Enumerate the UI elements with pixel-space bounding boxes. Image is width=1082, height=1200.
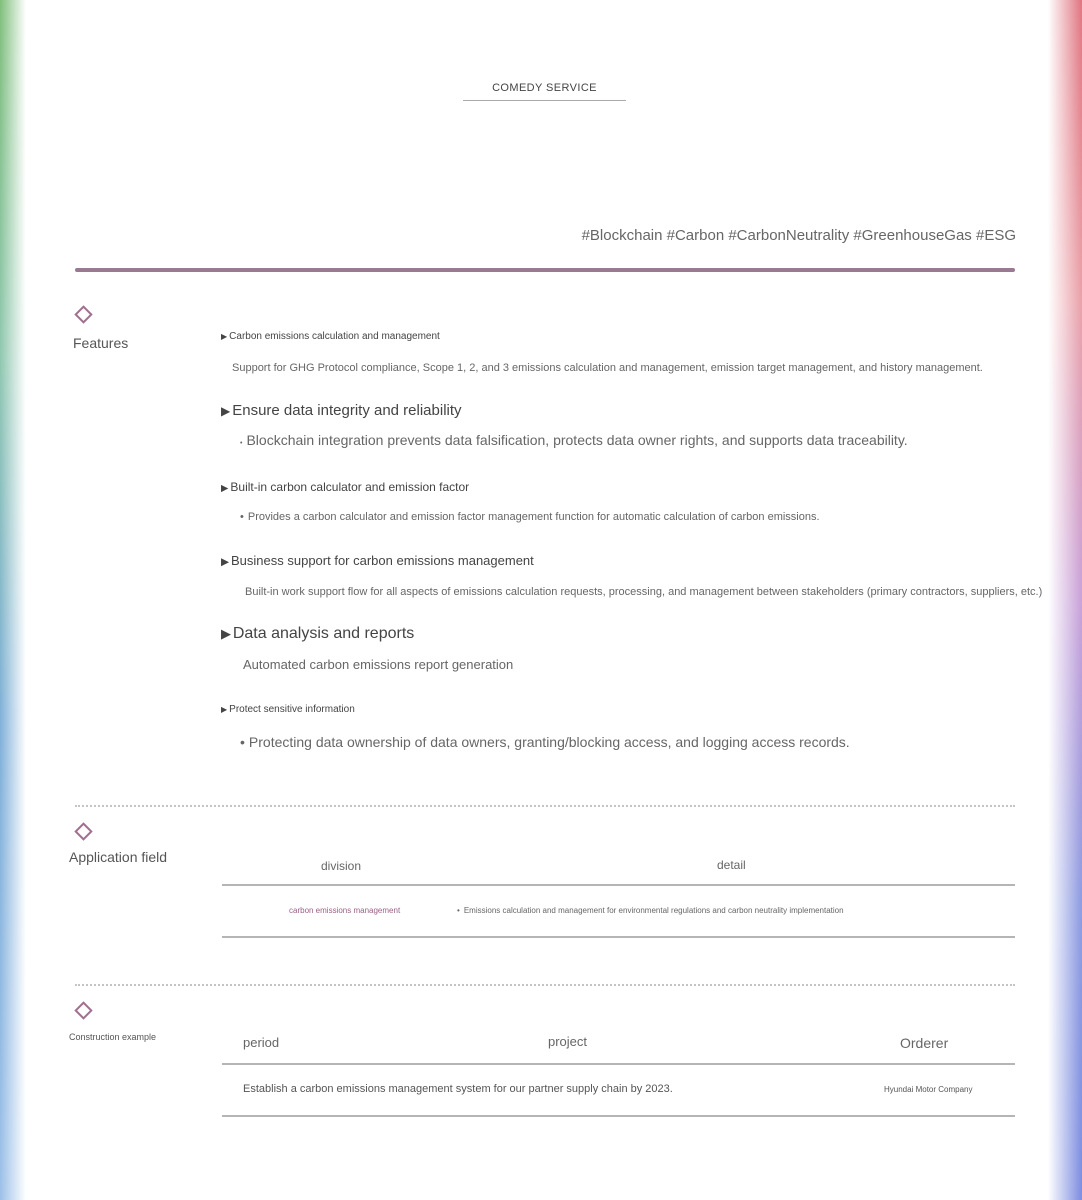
project-cell: Establish a carbon emissions management system for our partner supply chain by 2023. (243, 1083, 673, 1095)
right-edge-gradient (1048, 0, 1082, 1200)
section-divider (75, 984, 1015, 986)
project-header: project (548, 1034, 588, 1049)
feature-item (221, 625, 414, 643)
arrow-right-icon: ▶ (221, 557, 229, 568)
feature-desc: Built-in work support flow for all aspects of emissions calculation requests, processing, and management between stakeholders (primary contractors, suppliers, etc.) (245, 586, 1043, 598)
arrow-right-icon: ▶ (221, 626, 231, 641)
arrow-right-icon: ▶ (221, 483, 229, 494)
feature-desc: • Protecting data ownership of data owners, granting/blocking access, and logging access records. (240, 734, 850, 750)
header-divider (75, 268, 1015, 272)
period-header: period (243, 1035, 280, 1050)
feature-title: Business support for carbon emissions management (231, 553, 534, 568)
section-divider (75, 805, 1015, 807)
application-title: Application field (69, 849, 168, 865)
feature-title: Ensure data integrity and reliability (232, 402, 462, 419)
feature-desc: • Blockchain integration prevents data falsification, protects data owner rights, and supports data traceability. (240, 432, 908, 448)
table-header-rule (222, 884, 1015, 886)
feature-title: Protect sensitive information (229, 704, 355, 715)
feature-item (221, 704, 355, 715)
diamond-icon (74, 822, 92, 840)
diamond-icon (74, 1001, 92, 1019)
division-cell: carbon emissions management (289, 906, 401, 915)
service-tag: COMEDY SERVICE (463, 78, 626, 101)
bullet-icon: • (240, 734, 245, 750)
feature-desc: • Provides a carbon calculator and emission factor management function for automatic calculation of carbon emissions. (240, 511, 820, 523)
table-bottom-rule (222, 936, 1015, 938)
division-header: division (321, 859, 362, 873)
bullet-icon: • (240, 511, 244, 523)
arrow-right-icon: ▶ (221, 332, 228, 341)
feature-item (221, 402, 462, 419)
orderer-cell: Hyundai Motor Company (884, 1085, 973, 1094)
construction-title: Construction example (69, 1032, 157, 1042)
feature-item (221, 553, 534, 568)
detail-header: detail (717, 858, 746, 872)
table-bottom-rule (222, 1115, 1015, 1117)
feature-title: Built-in carbon calculator and emission factor (230, 480, 470, 494)
features-title: Features (73, 335, 129, 351)
feature-title: Data analysis and reports (232, 625, 415, 642)
feature-desc: Support for GHG Protocol compliance, Scope 1, 2, and 3 emissions calculation and management, emission target management, and history management. (232, 362, 983, 374)
hashtags: #Blockchain #Carbon #CarbonNeutrality #GreenhouseGas #ESG (581, 227, 1016, 244)
orderer-header: Orderer (900, 1035, 949, 1051)
bullet-icon: • (240, 440, 243, 447)
bullet-icon: • (457, 906, 460, 915)
left-edge-gradient (0, 0, 26, 1200)
table-header-rule (222, 1063, 1015, 1065)
detail-cell: • Emissions calculation and management for environmental regulations and carbon neutrality implementation (457, 906, 844, 915)
arrow-right-icon: ▶ (221, 404, 231, 418)
feature-title: Carbon emissions calculation and management (229, 331, 440, 342)
feature-item (221, 331, 440, 342)
feature-desc: Automated carbon emissions report generation (243, 657, 514, 672)
diamond-icon (74, 305, 92, 323)
arrow-right-icon: ▶ (221, 705, 228, 714)
feature-item (221, 480, 469, 494)
